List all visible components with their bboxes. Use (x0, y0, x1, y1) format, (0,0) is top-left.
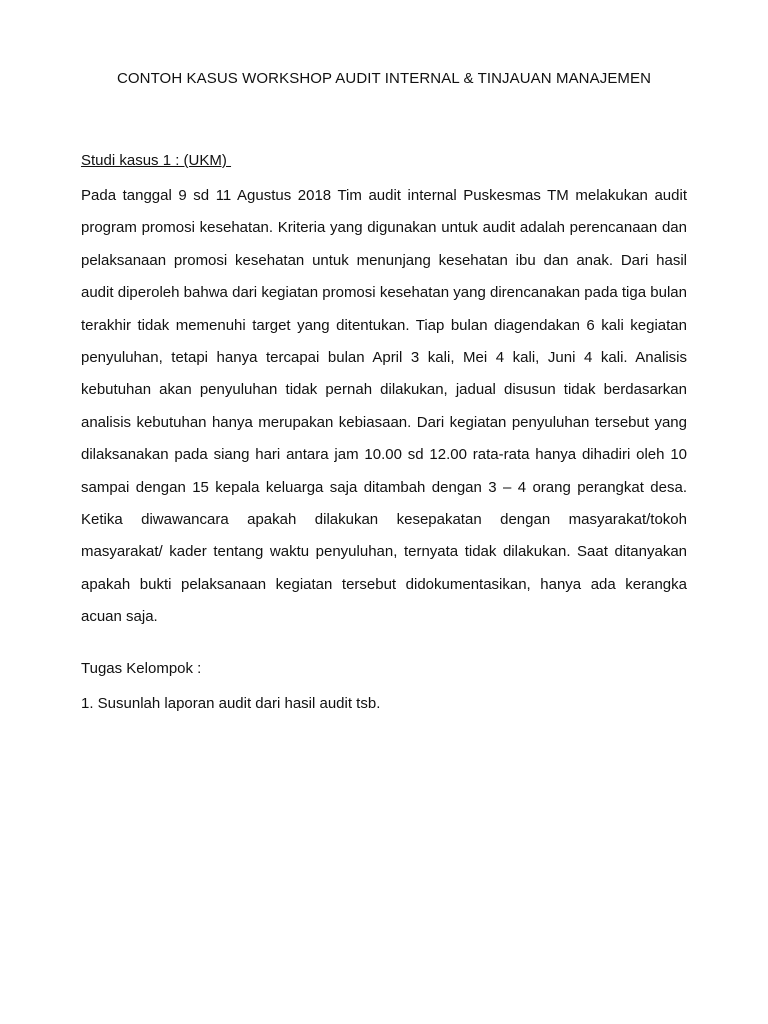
case-study-heading: Studi kasus 1 : (UKM) (81, 152, 232, 169)
task-item: 1. Susunlah laporan audit dari hasil audit tsb. (81, 695, 381, 712)
task-list (81, 695, 380, 712)
case-study-paragraph: Pada tanggal 9 sd 11 Agustus 2018 Tim audit internal Puskesmas TM melakukan audit program promosi kesehatan. Kriteria yang digunakan untuk audit adalah perencanaan dan pelaksanaan promosi kesehatan untuk menunjang kesehatan ibu dan anak. Dari hasil audit diperoleh bahwa dari kegiatan promosi kesehatan yang direncanakan pada tiga bulan terakhir tidak memenuhi target yang ditentukan. Tiap bulan diagendakan 6 kali kegiatan penyuluhan, tetapi hanya tercapai bulan April 3 kali, Mei 4 kali, Juni 4 kali. Analisis kebutuhan akan penyuluhan tidak pernah dilakukan, jadual disusun tidak berdasarkan analisis kebutuhan hanya merupakan kebiasaan. Dari kegiatan penyuluhan tersebut yang dilaksanakan pada siang hari antara jam 10.00 sd 12.00 rata-rata hanya dihadiri oleh 10 sampai dengan 15 kepala keluarga saja ditambah dengan 3 – 4 orang perangkat desa. Ketika diwawancara apakah dilakukan kesepakatan dengan masyarakat/tokoh masyarakat/ kader tentang waktu penyuluhan, ternyata tidak dilakukan. Saat ditanyakan apakah bukti pelaksanaan kegiatan tersebut didokumentasikan, hanya ada kerangka acuan saja. (81, 187, 687, 626)
document-title: CONTOH KASUS WORKSHOP AUDIT INTERNAL & TINJAUAN MANAJEMEN (116, 70, 652, 87)
group-task-heading: Tugas Kelompok : (81, 660, 202, 677)
